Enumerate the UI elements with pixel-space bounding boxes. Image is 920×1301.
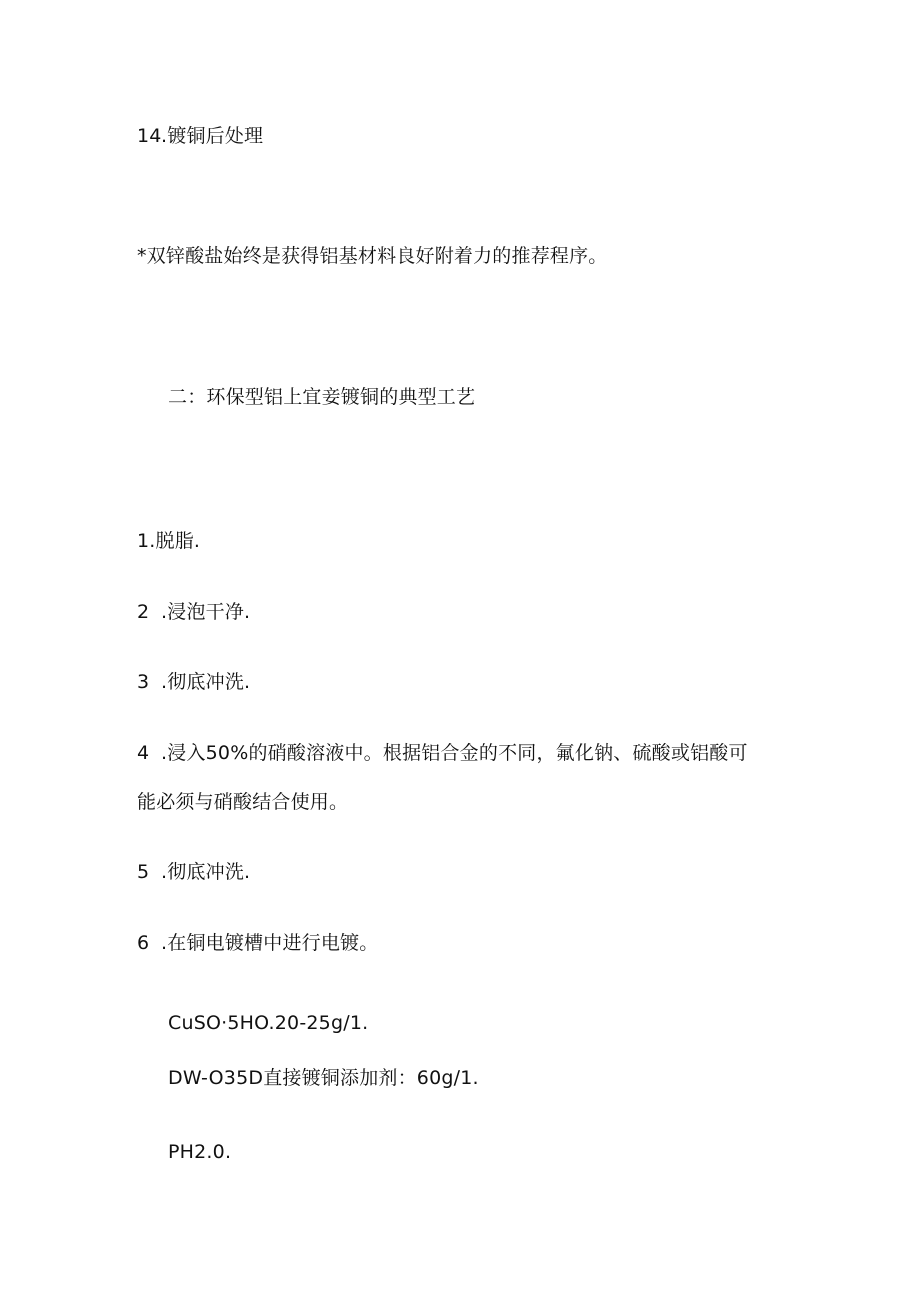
step-6 xyxy=(137,931,378,955)
bath-line-additive: DW-O35D直接镀铜添加剂：60g∕1. xyxy=(168,1067,479,1089)
step-text: 1.脱脂. xyxy=(137,530,201,552)
step-number: 3 xyxy=(137,671,150,693)
step-3 xyxy=(137,670,250,694)
step-text: .彻底冲洗. xyxy=(161,861,251,883)
section-heading: 二：环保型铝上宜妾镀铜的典型工艺 xyxy=(168,386,476,408)
step-number: 5 xyxy=(137,861,150,883)
section-14-heading xyxy=(137,124,263,148)
step-text: .彻底冲洗. xyxy=(161,671,251,693)
step-text: .在铜电镀槽中进行电镀。 xyxy=(161,932,379,954)
bath-line-ph: PH2.0. xyxy=(168,1141,232,1163)
step-1 xyxy=(137,529,200,553)
section-title: .镀铜后处理 xyxy=(161,125,264,147)
step-2 xyxy=(137,600,250,624)
step-5 xyxy=(137,860,250,884)
step-number: 6 xyxy=(137,932,150,954)
step-text: .浸泡干净. xyxy=(161,601,251,623)
step-number: 2 xyxy=(137,601,150,623)
bath-line-copper-sulfate: CuSO·5HO.20-25g∕1. xyxy=(168,1012,369,1034)
section-number: 14 xyxy=(137,125,162,147)
note-line: *双锌酸盐始终是获得铝基材料良好附着力的推荐程序。 xyxy=(137,245,608,267)
step-number: 4 xyxy=(137,742,150,764)
step-4-continuation: 能必须与硝酸结合使用。 xyxy=(137,791,349,813)
step-4 xyxy=(137,741,748,765)
step-text: .浸入50%的硝酸溶液中。根据铝合金的不同，氟化钠、硫酸或铝酸可 xyxy=(161,742,748,764)
